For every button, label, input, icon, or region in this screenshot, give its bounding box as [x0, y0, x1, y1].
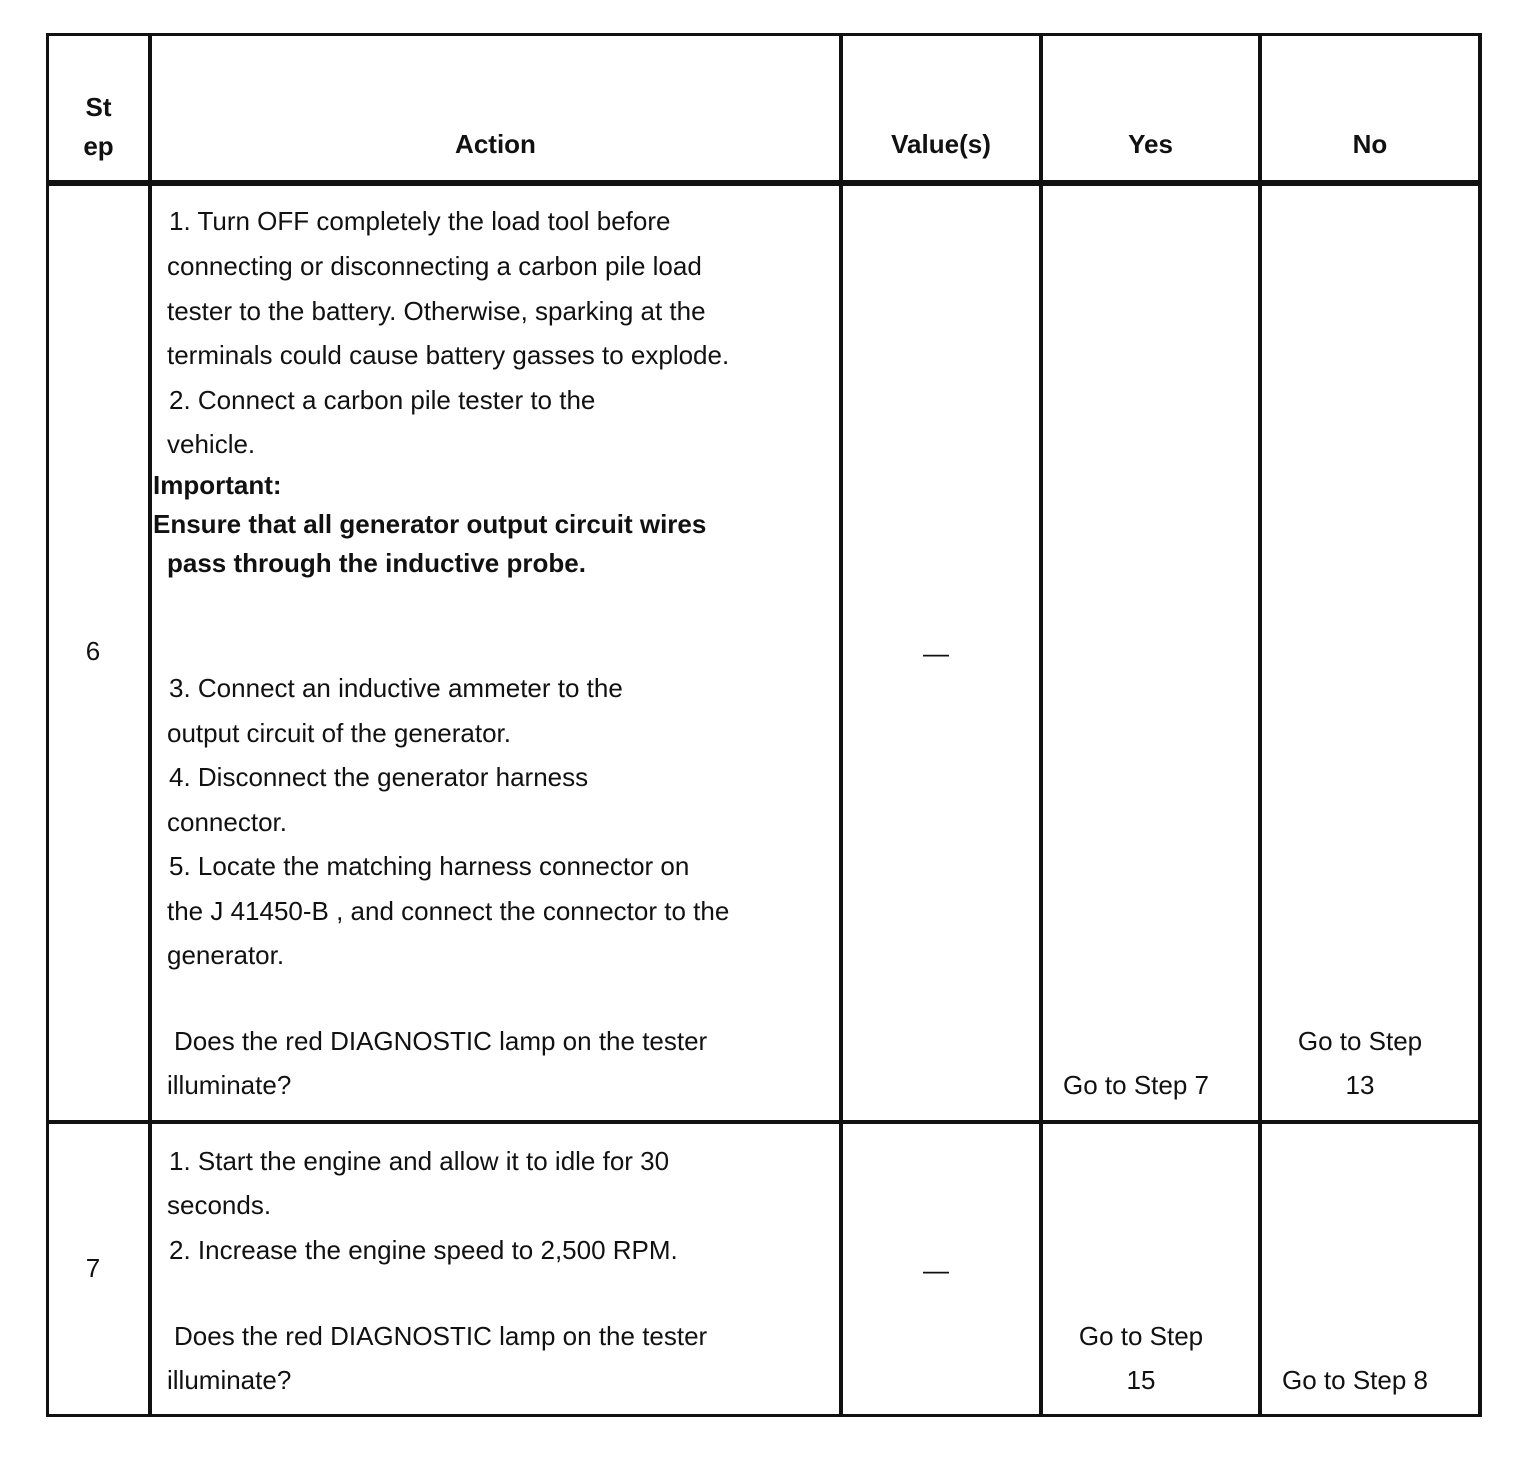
header-yes: Yes [1128, 129, 1173, 159]
table-border-left [46, 33, 49, 1417]
important-label: Important: [153, 470, 282, 500]
row-7-question-line1: Does the red DIAGNOSTIC lamp on the tester [174, 1321, 708, 1351]
header-values: Value(s) [891, 129, 991, 159]
row-7-yes-line2: 15 [1126, 1365, 1156, 1395]
column-divider-step [148, 33, 152, 1417]
row-6-action-line: 5. Locate the matching harness connector on [169, 851, 690, 881]
row-7-no: Go to Step 8 [1282, 1365, 1428, 1395]
important-note-line1: Ensure that all generator output circuit wires [153, 509, 707, 539]
row-7-question-line2: illuminate? [167, 1365, 292, 1395]
column-divider-yes [1258, 33, 1262, 1417]
row-7-action-line: seconds. [167, 1190, 272, 1220]
important-note-line2: pass through the inductive probe. [167, 548, 586, 578]
row-7-value: — [923, 1255, 949, 1285]
column-divider-values [1039, 33, 1043, 1417]
header-divider [46, 180, 1482, 186]
row-6-action-line: 3. Connect an inductive ammeter to the [169, 673, 623, 703]
row-6-action-line: generator. [167, 940, 285, 970]
row-6-question-line2: illuminate? [167, 1070, 292, 1100]
row-6-step: 6 [85, 636, 101, 666]
table-border-right [1478, 33, 1482, 1417]
row-6-yes: Go to Step 7 [1063, 1070, 1209, 1100]
table-border-top [46, 33, 1482, 36]
header-step [49, 88, 148, 166]
row-6-action-line: connector. [167, 807, 287, 837]
row-6-action-line: terminals could cause battery gasses to explode. [167, 340, 730, 370]
row-7-step: 7 [85, 1253, 101, 1283]
row-6-no-line2: 13 [1345, 1070, 1375, 1100]
table-border-bottom [46, 1414, 1482, 1417]
row-6-action-line: connecting or disconnecting a carbon pile load [167, 251, 702, 281]
row-6-no-line1: Go to Step [1297, 1026, 1423, 1056]
row-6-action-line: the J 41450-B , and connect the connector to the [167, 896, 730, 926]
diagnostic-table [46, 33, 1482, 1417]
row-7-action-line: 1. Start the engine and allow it to idle for 30 [169, 1146, 670, 1176]
header-no: No [1352, 129, 1388, 159]
row-6-action-line: vehicle. [167, 429, 256, 459]
row-divider [46, 1120, 1482, 1124]
row-7-yes-line1: Go to Step [1078, 1321, 1204, 1351]
header-step-line2: ep [83, 131, 114, 161]
header-action: Action [455, 129, 536, 159]
header-step-line1: St [85, 92, 112, 122]
row-6-action-line: output circuit of the generator. [167, 718, 511, 748]
row-6-action-line: 1. Turn OFF completely the load tool before [169, 206, 671, 236]
row-6-value: — [923, 638, 949, 668]
row-7-action-line: 2. Increase the engine speed to 2,500 RPM. [169, 1235, 678, 1265]
row-6-action-line: tester to the battery. Otherwise, sparking at the [167, 296, 706, 326]
row-6-question-line1: Does the red DIAGNOSTIC lamp on the tester [174, 1026, 708, 1056]
row-6-action-line: 2. Connect a carbon pile tester to the [169, 385, 596, 415]
row-6-action-line: 4. Disconnect the generator harness [169, 762, 589, 792]
column-divider-action [839, 33, 843, 1417]
